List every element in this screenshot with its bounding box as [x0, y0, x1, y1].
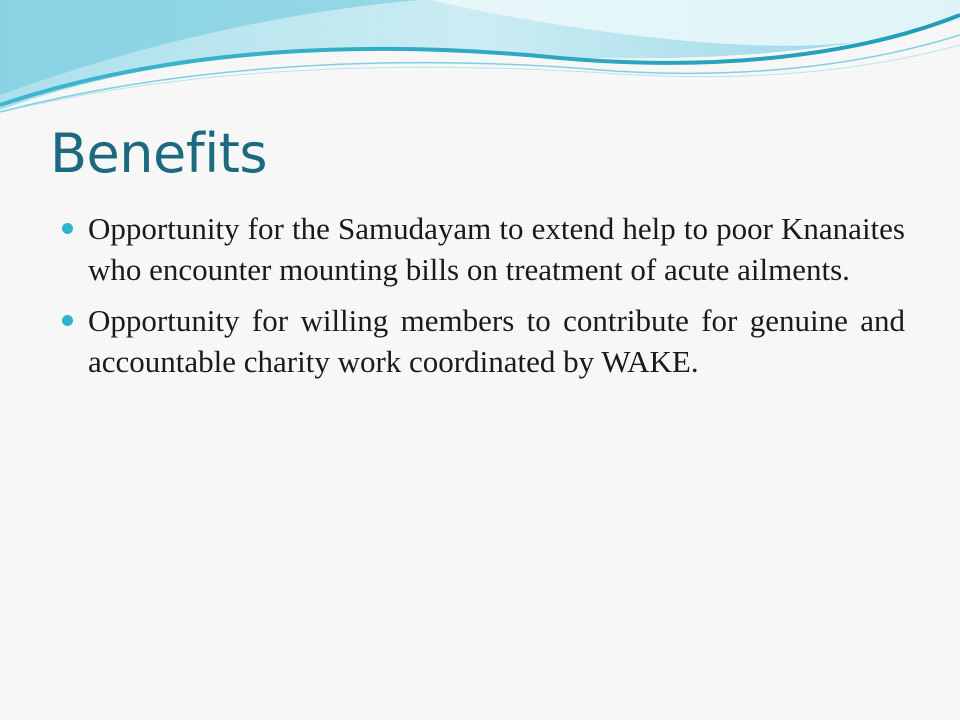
bullet-text: Opportunity for willing members to contribute for genuine and accountable charity work coordinated by WAKE.	[88, 303, 905, 379]
bullet-list	[62, 208, 905, 392]
bullet-marker-icon	[62, 315, 73, 326]
header-wave-decoration	[0, 0, 960, 120]
slide-title: Benefits	[50, 122, 268, 185]
bullet-item	[62, 300, 905, 382]
bullet-text: Opportunity for the Samudayam to extend help to poor Knanaites who encounter mounting bills on treatment of acute ailments.	[88, 211, 905, 287]
bullet-item	[62, 208, 905, 290]
bullet-marker-icon	[62, 223, 73, 234]
